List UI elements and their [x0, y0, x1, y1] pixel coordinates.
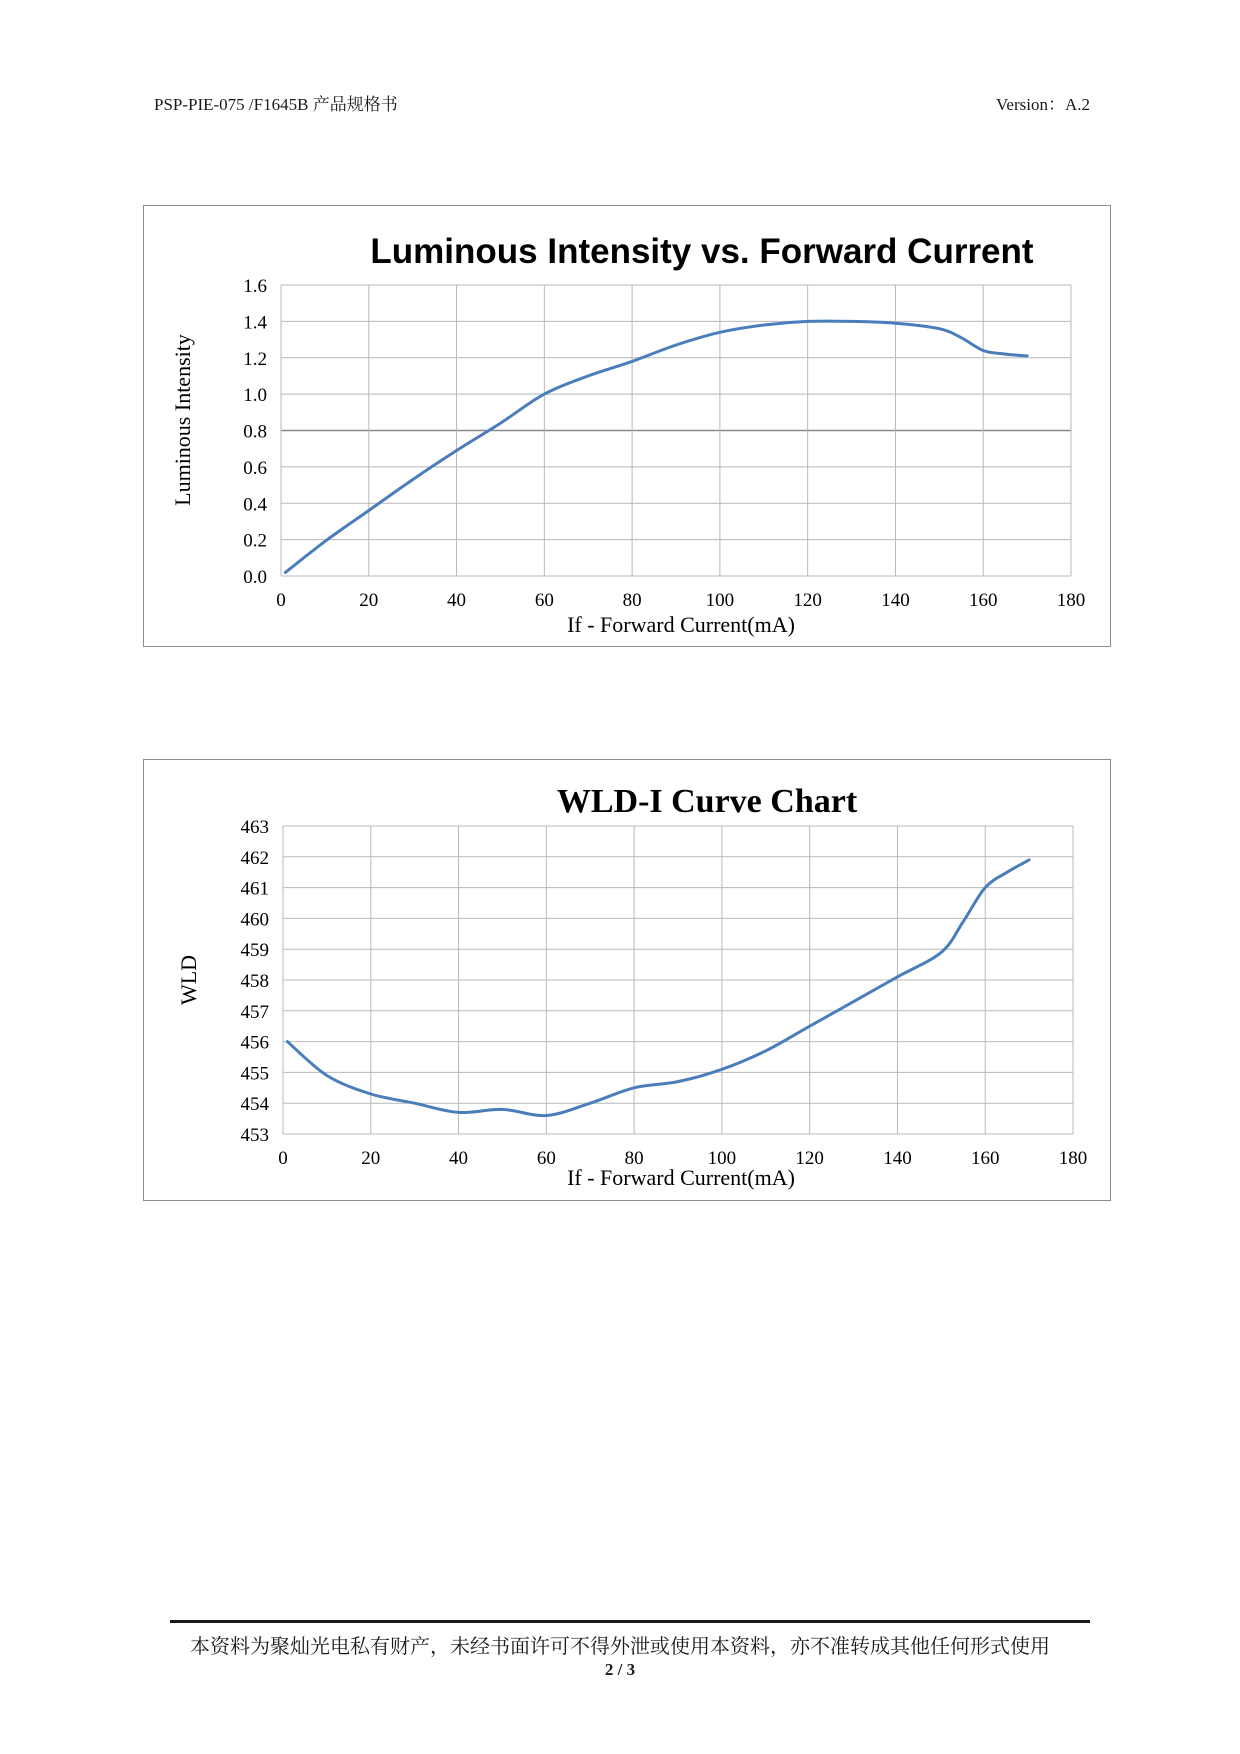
y-tick-label: 458: [240, 971, 269, 992]
luminous-intensity-chart: [143, 205, 1111, 647]
x-tick-label: 120: [793, 590, 822, 611]
y-tick-label: 460: [240, 909, 269, 931]
y-axis-label: WLD: [176, 954, 201, 1006]
y-tick-label: 1.6: [243, 276, 267, 297]
y-tick-label: 1.0: [243, 385, 267, 407]
x-tick-label: 140: [883, 1148, 912, 1169]
chart-title: WLD-I Curve Chart: [556, 783, 858, 820]
y-tick-label: 453: [240, 1125, 269, 1146]
y-tick-label: 0.6: [243, 457, 267, 479]
x-tick-label: 80: [624, 1148, 644, 1169]
series-line: [287, 860, 1029, 1116]
y-tick-label: 454: [240, 1094, 269, 1116]
x-tick-label: 140: [881, 590, 910, 611]
y-tick-label: 463: [240, 817, 269, 838]
x-tick-label: 160: [970, 1148, 1000, 1169]
x-tick-label: 180: [1056, 590, 1086, 611]
y-axis-label: Luminous Intensity: [170, 334, 195, 506]
series-line: [285, 321, 1027, 572]
x-tick-label: 0: [278, 1148, 288, 1169]
luminous-intensity-chart-svg: [144, 206, 1110, 646]
confidentiality-notice: 本资料为聚灿光电私有财产，未经书面许可不得外泄或使用本资料，亦不准转成其他任何形式使用: [190, 1636, 1050, 1658]
x-tick-label: 160: [968, 590, 998, 611]
page-number: 2 / 3: [604, 1660, 636, 1679]
x-tick-label: 100: [705, 590, 735, 611]
x-tick-label: 60: [534, 590, 554, 611]
y-tick-label: 457: [240, 1001, 269, 1023]
footer-divider: [170, 1620, 1090, 1623]
x-tick-label: 20: [359, 590, 379, 611]
y-tick-label: 461: [240, 878, 269, 900]
x-tick-label: 40: [447, 590, 467, 611]
y-tick-label: 0.2: [243, 530, 267, 552]
y-tick-label: 0.8: [243, 421, 267, 443]
x-tick-label: 100: [707, 1148, 737, 1169]
y-tick-label: 456: [240, 1032, 269, 1054]
y-tick-label: 459: [240, 940, 269, 962]
x-axis-label: If - Forward Current(mA): [567, 1165, 795, 1190]
x-tick-label: 180: [1058, 1148, 1088, 1169]
y-tick-label: 1.2: [243, 348, 267, 370]
chart-title: Luminous Intensity vs. Forward Current: [370, 232, 1034, 271]
y-tick-label: 0.0: [243, 567, 267, 588]
x-tick-label: 60: [536, 1148, 556, 1169]
x-tick-label: 40: [449, 1148, 469, 1169]
x-tick-label: 0: [276, 590, 286, 611]
x-tick-label: 80: [622, 590, 642, 611]
x-tick-label: 120: [795, 1148, 824, 1169]
y-tick-label: 462: [240, 847, 269, 869]
y-tick-label: 1.4: [243, 312, 267, 334]
wld-i-curve-chart-svg: [144, 760, 1110, 1200]
y-tick-label: 0.4: [243, 494, 267, 516]
document-title: PSP-PIE-075 /F1645B 产品规格书: [154, 95, 398, 114]
x-tick-label: 20: [361, 1148, 381, 1169]
wld-i-curve-chart: [143, 759, 1111, 1201]
version-label: Version：A.2: [996, 95, 1090, 114]
x-axis-label: If - Forward Current(mA): [567, 612, 795, 637]
y-tick-label: 455: [240, 1063, 269, 1085]
